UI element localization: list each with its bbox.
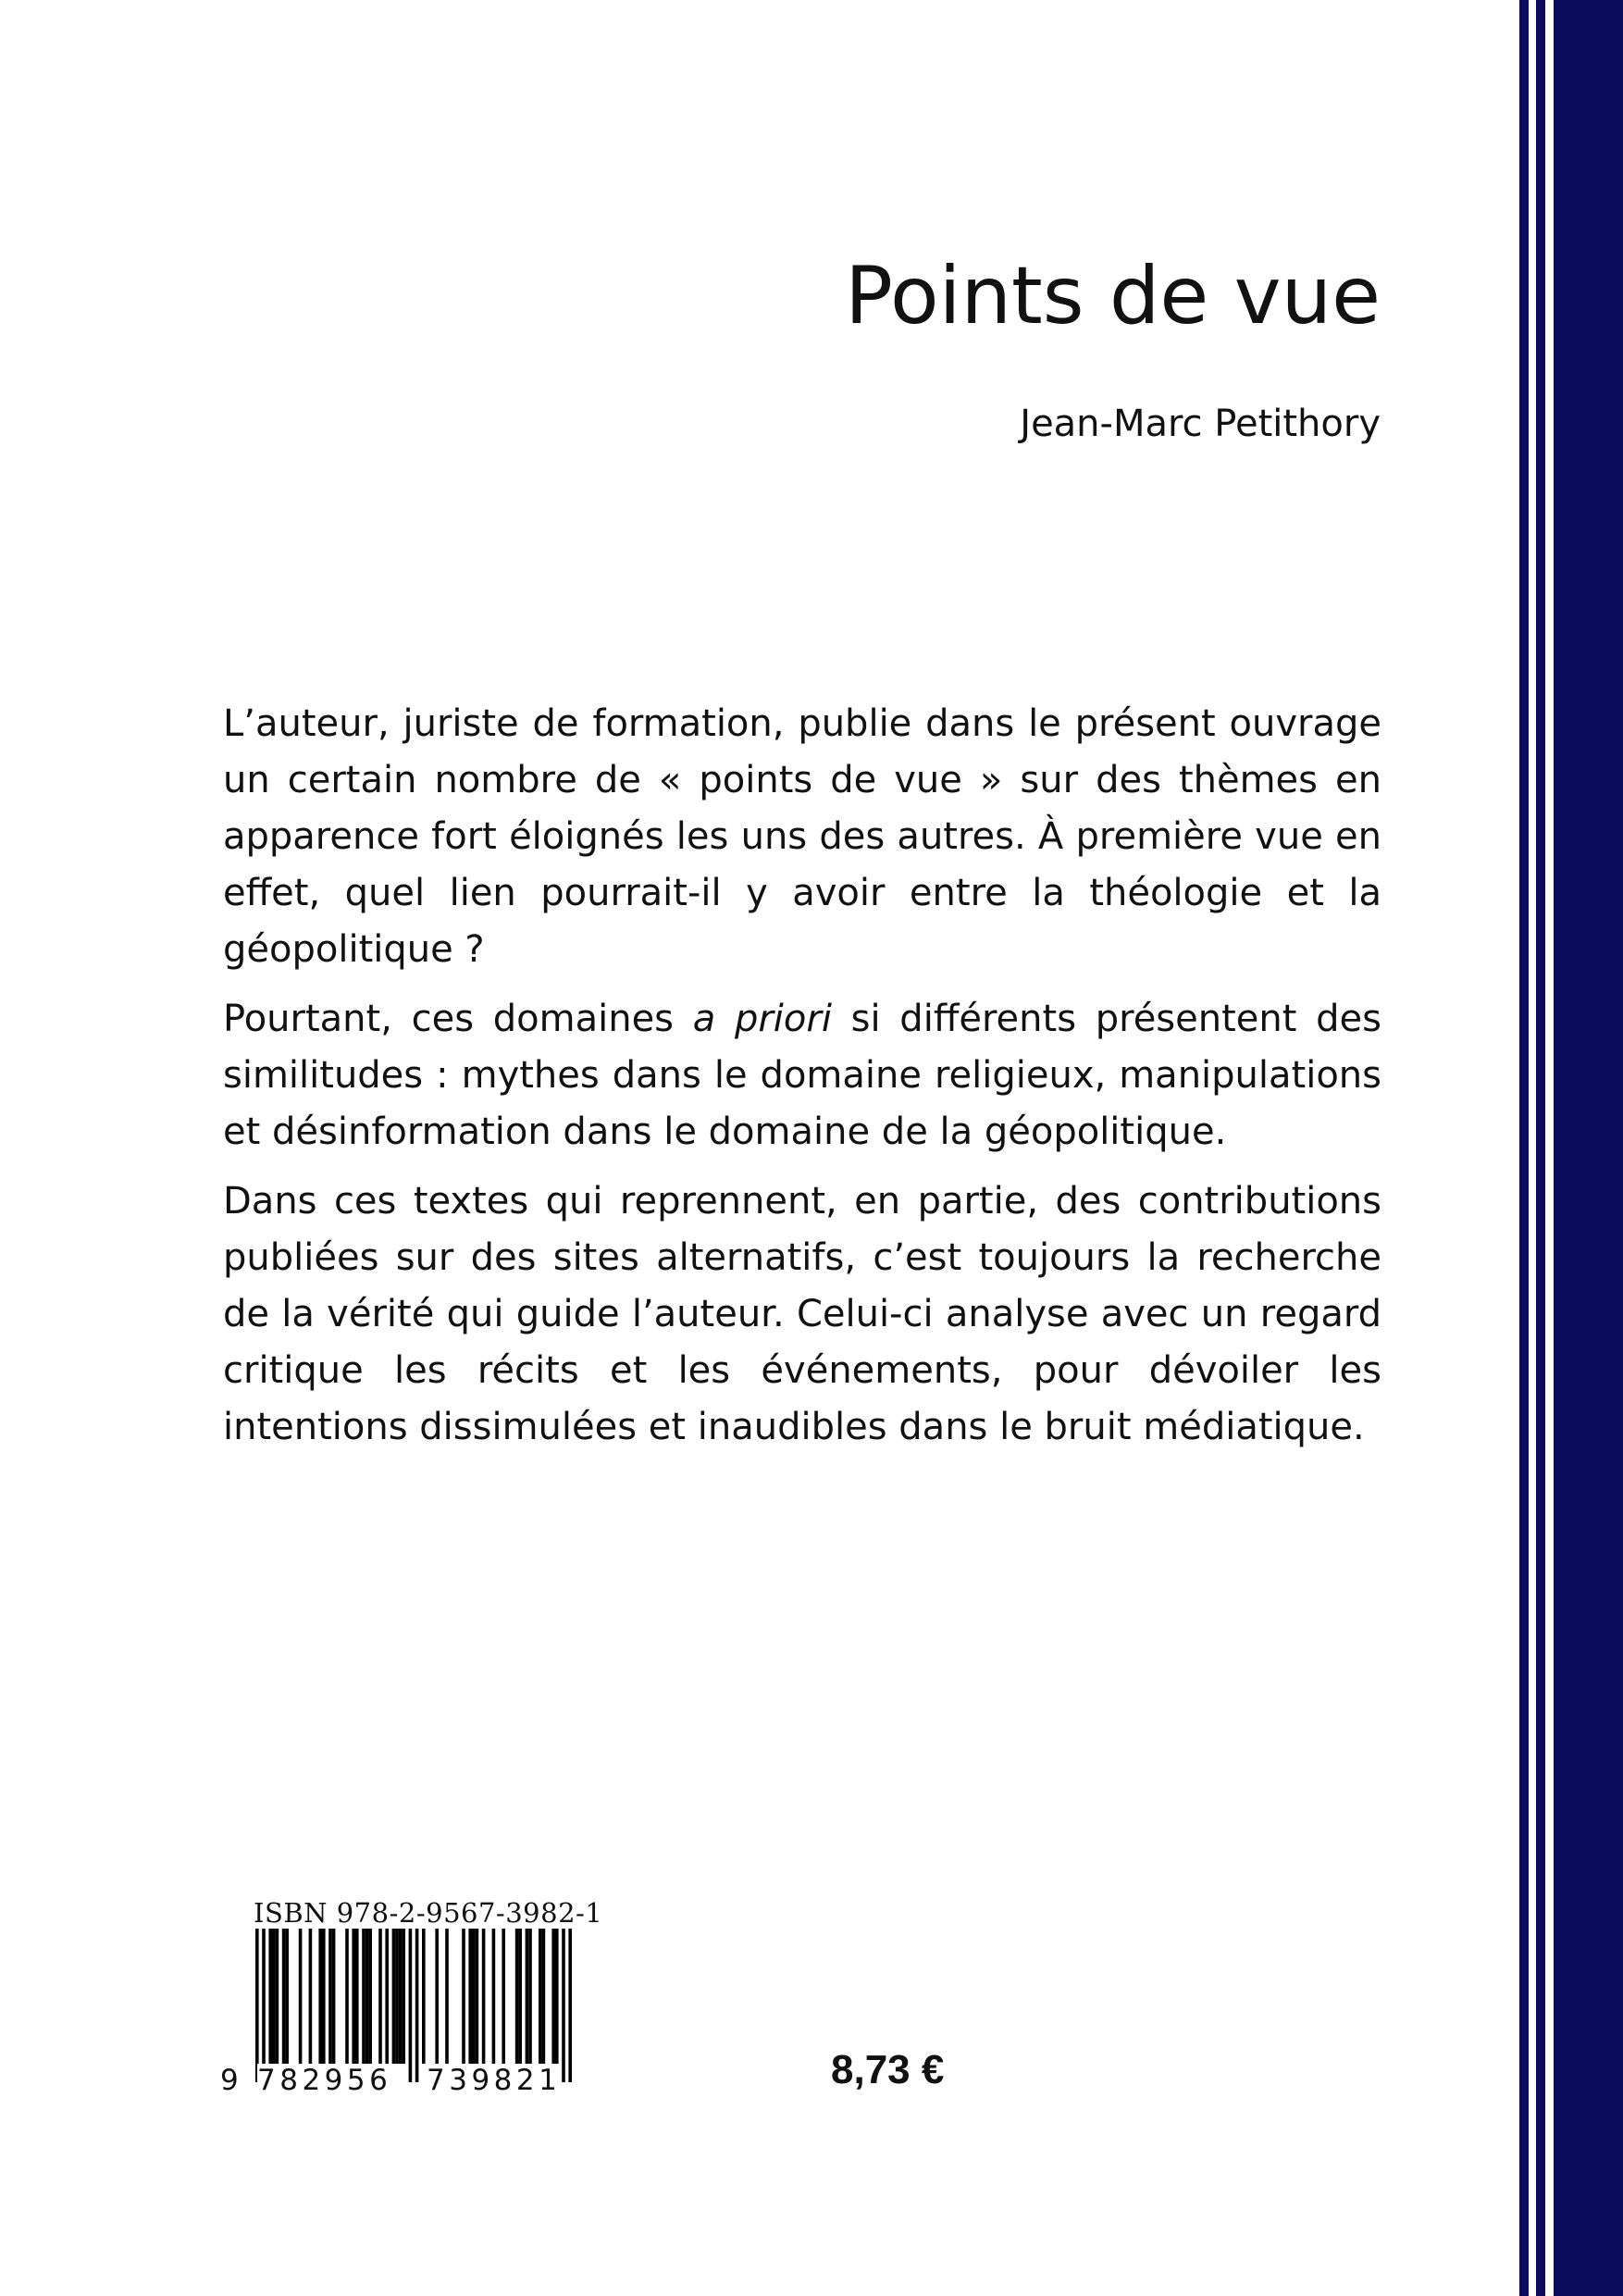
barcode-bar [272,1929,276,2064]
barcode-guard-bar [262,1929,266,2082]
barcode-bar [276,1929,279,2064]
barcode-bar [555,1929,559,2064]
barcode-bar [309,1929,313,2064]
barcode-bar [539,1929,542,2064]
barcode-guard-bar [562,1929,565,2082]
barcode-bar [542,1929,546,2064]
book-price: 8,73 € [831,2047,945,2092]
barcode-bar [445,1929,449,2064]
author-name: Jean-Marc Petithory [1020,403,1381,445]
barcode-bar [518,1929,522,2064]
barcode-bar [352,1929,355,2064]
barcode-bar [282,1929,286,2064]
ean-left-digits: 782956 [257,2064,392,2097]
isbn-barcode [220,1897,603,2101]
barcode-bar [422,1929,426,2064]
isbn-label: ISBN 978-2-9567-3982-1 [254,1897,603,1929]
blurb-paragraph-2-end: si différents présentent des similitudes : mythes dans le domaine religieux, manipulations et désinformation dans le domaine de la géopolitique. [223,998,1381,1153]
spine-stripe-thin-1 [1519,0,1529,2296]
barcode-guard-bar [255,1929,259,2082]
back-cover-blurb [223,696,1381,1469]
barcode-bar [285,1929,289,2064]
barcode-bar [378,1929,382,2064]
barcode-bar [482,1929,486,2064]
barcode-bar [402,1929,405,2064]
barcode-bar [528,1929,532,2064]
barcode-bar [476,1929,479,2064]
barcode-bar [392,1929,396,2064]
barcode-bar [502,1929,505,2064]
barcode-bar [268,1929,272,2064]
barcode-bar [345,1929,349,2064]
ean-right-digits: 739821 [427,2064,562,2097]
blurb-paragraph-1: L’auteur, juriste de formation, publie dans le présent ouvrage un certain nombre de « points de vue » sur des thèmes en apparence fort éloignés les uns des autres. À première vue en effet, quel lien pourrait-il y avoir entre la théologie et la géopolitique ? [223,702,1381,971]
spine-stripe-wide [1554,0,1623,2296]
barcode-bars [220,1929,600,2086]
barcode-bar [328,1929,332,2064]
barcode-bar [468,1929,472,2064]
barcode-guard-bar [409,1929,413,2082]
blurb-italic-phrase: a priori [692,998,832,1040]
barcode-bar [526,1929,529,2064]
book-title: Points de vue [845,250,1381,342]
barcode-bar [355,1929,359,2064]
barcode-bar [395,1929,399,2064]
barcode-bar [462,1929,465,2064]
blurb-paragraph-2 [223,991,1381,1160]
barcode-bar [385,1929,389,2064]
barcode-bar [318,1929,322,2064]
barcode-bar [472,1929,476,2064]
barcode-bar [332,1929,336,2064]
blurb-paragraph-2-start: Pourtant, ces domaines [223,998,693,1040]
barcode-bar [435,1929,439,2064]
blurb-paragraph-3: Dans ces textes qui reprennent, en partie, des contributions publiées sur des sites alternatifs, c’est toujours la recherche de la vérité qui guide l’auteur. Celui-ci analyse avec un regard critique les récits et les événements, pour dévoiler les intentions dissimulées et inaudibles dans le bruit médiatique. [223,1180,1381,1448]
barcode-bar [368,1929,372,2064]
barcode-guard-bar [568,1929,572,2082]
barcode-bar [492,1929,496,2064]
barcode-bar [299,1929,303,2064]
spine-stripe-thin-2 [1536,0,1545,2296]
barcode-bar [322,1929,326,2064]
ean-first-digit: 9 [220,2064,243,2097]
barcode-guard-bar [415,1929,419,2082]
barcode-bar [362,1929,365,2064]
barcode-bar [365,1929,369,2064]
barcode-bar [399,1929,403,2064]
barcode-bar [551,1929,555,2064]
barcode-bar [515,1929,519,2064]
